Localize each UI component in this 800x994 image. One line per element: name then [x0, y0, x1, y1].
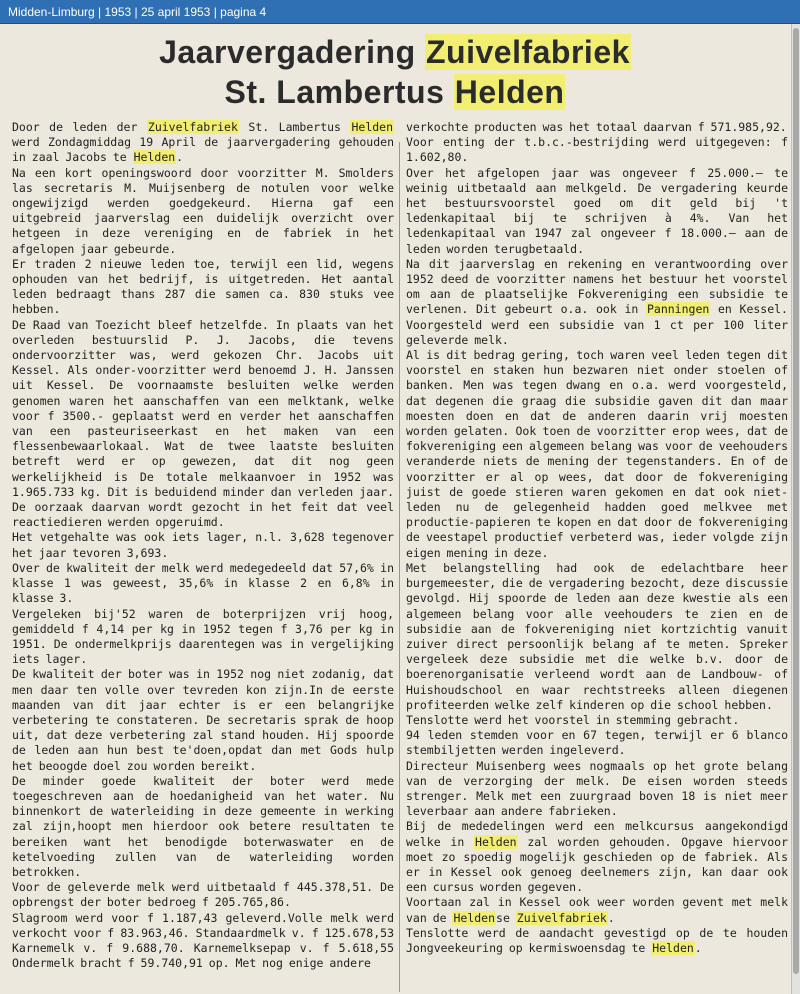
article-paragraph: De Raad van Toezicht bleef hetzelfde. In plaats van het overleden bestuurslid P. J. Jacobs, die tevens ondervoorzitter was, werd gekozen Chr. Jacobs uit Kessel. Als onder-voorzitter werd benoemd J. H. Janssen uit Kessel. De voornaamste besluiten welke werden genomen waren het aanschaffen van een melktank, welke voor f 3500.- geplaatst werd en verder het aanschaffen van een pasteuriseerkast en het maken van een flessenbewaarlokaal. Wat de twee laatste besluiten betreft werd er op gewezen, dat dit nog geen werkelijkheid is De totale melkaanvoer in 1952 was 1.965.733 kg. Dit is beduidend minder dan verleden jaar. De oorzaak daarvan wordt gezocht in het feit dat veel reactiedieren werden opgeruimd. — [12, 317, 394, 530]
article-paragraph: 94 leden stemden voor en 67 tegen, terwijl er 6 blanco stembiljetten werden ingeleverd. — [406, 728, 788, 758]
article-paragraph: Bij de mededelingen werd een melkcursus aangekondigd welke in Helden zal worden gehouden. Opgave hiervoor moet zo spoedig mogelijk geschieden op de fabriek. Als er in Kessel ook genoeg deelnemers zijn, kan daar ook een cursus worden gegeven. — [406, 819, 788, 895]
article-paragraph: Slagroom werd voor f 1.187,43 geleverd.Volle melk werd verkocht voor f 83.963,46. Standaardmelk v. f 125.678,53 Karnemelk v. f 9.688,70. Karnemelksepap v. f 5.618,55 Ondermelk bracht f 59.740,91 op. Met nog enige andere — [12, 910, 394, 971]
headline-line-1 — [0, 32, 790, 72]
article-paragraph: Het vetgehalte was ook iets lager, n.l. 3,628 tegenover het jaar tevoren 3,693. — [12, 530, 394, 560]
article-paragraph: verkochte producten was het totaal daarvan f 571.985,92. — [406, 120, 787, 134]
newspaper-clipping — [0, 24, 800, 994]
article-paragraph: Al is dit bedrag gering, toch waren veel leden tegen dit voorstel en staken hun bezwaren niet onder stoelen of banken. Men was tegen dwang en o.a. werd voorgesteld, dat degenen die graag die subsidie gaven dit dan maar moesten doen en dat de anderen daarin vrij moesten worden gelaten. Ook toen de voorzitter erop wees, dat de fokvereniging een algemeen belang was voor de veehouders veranderde niets de mening der tegenstanders. En of de voorzitter er al op wees, dat door de fokvereniging juist de goede stieren waren gekomen en dat ook niet-leden nu de gelegenheid hadden goed melkvee met productie-papieren te kopen en dat door de fokvereniging de veestapel productief verbeterd was, ieder volgde zijn eigen mening in deze. — [406, 348, 788, 560]
article-paragraph: Voor de geleverde melk werd uitbetaald f 445.378,51. De opbrengst der boter bedroeg f 205.765,86. — [12, 880, 394, 910]
search-highlight: Panningen — [646, 302, 710, 317]
article-paragraph: Directeur Muisenberg wees nogmaals op het grote belang van de verzorging der melk. De eisen worden steeds strenger. Melk met een zuurgraad boven 18 is niet meer leverbaar aan andere fabrieken. — [406, 758, 788, 819]
search-highlight: Helden — [453, 910, 496, 925]
article-paragraph: Met belangstelling had ook de edelachtbare heer burgemeester, die de vergadering bezocht, deze discussie gevolgd. Hij spoorde de leden aan deze kwestie als een algemeen belang voor alle veehouders te zien en de subsidie aan de fokvereniging niet kortzichtig vanuit zuiver direct persoonlijk belang af te meten. Spreker vergeleek deze subsidie met die welke b.v. door de boerenorganisatie verleend wordt aan de Landbouw- of Huishoudschool en waar rechtstreeks alleen diegenen profiteerden welke zelf kinderen op die school hebben. — [406, 560, 788, 712]
article-paragraph: Vergeleken bij'52 waren de boterprijzen vrij hoog, gemiddeld f 4,14 per kg in 1952 tegen f 3,76 per kg in 1951. De ondermelkprijs daarentegen was in vergelijking iets lager. — [12, 606, 394, 667]
article-paragraph: Tenslotte werd het voorstel in stemming gebracht. — [406, 712, 740, 727]
column-divider — [399, 142, 400, 992]
search-highlight: Helden — [133, 150, 176, 165]
article-paragraph: Er traden 2 nieuwe leden toe, terwijl een lid, wegens ophouden van het bedrijf, is uitgetreden. Het aantal leden bedraagt thans 287 die samen ca. 830 stuks vee hebben. — [12, 256, 394, 317]
search-highlight: Helden — [351, 120, 394, 134]
scrollbar-thumb[interactable] — [793, 28, 799, 974]
headline-line-2 — [0, 72, 790, 112]
headline-text-2a: St. Lambertus — [224, 74, 454, 110]
article-paragraph: Over het afgelopen jaar was ongeveer f 25.000.— te weinig uitbetaald aan melkgeld. De vergadering keurde het bestuursvoorstel goed om dit geld bij 't ledenkapitaal bij te schrijven à 4%. Van het ledenkapitaal van 1947 zal ongeveer f 18.000.— aan de leden worden terugbetaald. — [406, 165, 788, 256]
article-column-left — [12, 120, 394, 980]
search-highlight: Helden — [475, 834, 517, 849]
article-paragraph: Voortaan zal in Kessel ook weer worden gevent met melk van de Heldense Zuivelfabriek. — [406, 895, 788, 925]
article-paragraph: Tenslotte werd de aandacht gevestigd op de te houden Jongveekeuring op kermiswoensdag te Helden. — [406, 925, 788, 955]
article-paragraph: Over de kwaliteit der melk werd medegedeeld dat 57,6% in klasse 1 was geweest, 35,6% in klasse 2 en 6,8% in klasse 3. — [12, 560, 394, 606]
headline-text-1a: Jaarvergadering — [159, 34, 425, 70]
article-column-right — [406, 120, 788, 980]
article-paragraph: De minder goede kwaliteit der boter werd mede toegeschreven aan de hoedanigheid van het water. Nu binnenkort de waterleiding in deze gemeente in werking zal zijn,hoopt men hierdoor ook betere resultaten te bereiken want het benodigde boterwaswater en de ketelvoeding zullen van de waterleiding worden betrokken. — [12, 773, 394, 879]
headline-highlight-2b: Helden — [454, 74, 565, 110]
search-highlight: Helden — [652, 940, 694, 955]
article-paragraph: Na een kort openingswoord door voorzitter M. Smolders las secretaris M. Muijsenberg de notulen voor welke ongewijzigd werden goedgekeurd. Hierna gaf een uitgebreid jaarverslag een duidelijk overzicht over hetgeen in deze vereniging en de fabriek in het afgelopen jaar gebeurde. — [12, 165, 394, 256]
article-paragraph: De kwaliteit der boter was in 1952 nog niet zodanig, dat men daar ten volle over tevreden kon zijn.In de eerste maanden van dit jaar echter is er een belangrijke verbetering te constateren. De secretaris sprak de hoop uit, dat deze verbetering zal stand houden. Hij spoorde de leden aan hun best te'doen,opdat dan met Gods hulp het beoogde doel zou worden bereikt. — [12, 667, 394, 773]
source-header-bar — [0, 0, 800, 24]
article-paragraph: Voor enting der t.b.c.-bestrijding werd uitgegeven: f 1.602,80. — [406, 135, 788, 165]
search-highlight: Zuivelfabriek — [147, 120, 238, 134]
article-paragraph: Door de leden der Zuivelfabriek St. Lambertus Helden werd Zondagmiddag 19 April de jaarvergadering gehouden in zaal Jacobs te Helden. — [12, 120, 394, 165]
headline-highlight-1b: Zuivelfabriek — [426, 34, 630, 70]
search-highlight: Zuivelfabriek — [516, 910, 607, 925]
source-line: Midden-Limburg | 1953 | 25 april 1953 | pagina 4 — [8, 5, 267, 19]
article-paragraph: Na dit jaarverslag en rekening en verantwoording over 1952 deed de voorzitter namens het bestuur het voorstel om aan de plaatselijke Fokvereniging een subsidie te verlenen. Dit gebeurt o.a. ook in Panningen en Kessel. Voorgesteld werd een subsidie van 1 ct per 100 liter geleverde melk. — [406, 256, 788, 347]
